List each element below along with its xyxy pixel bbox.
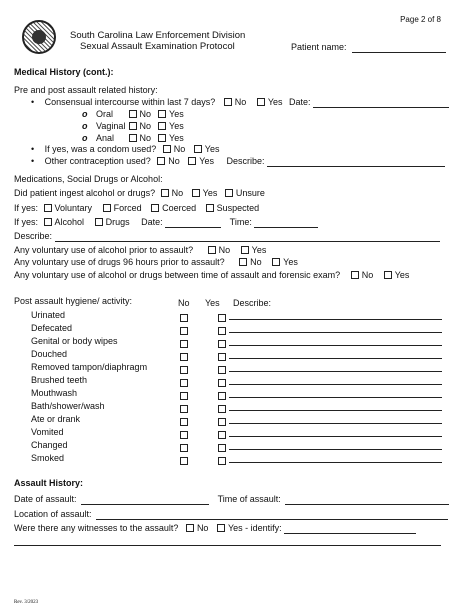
hygiene-describe-line[interactable] bbox=[229, 345, 442, 346]
hygiene-yes-checkbox[interactable] bbox=[218, 431, 226, 439]
no-label: No bbox=[173, 144, 186, 154]
voluntary-label: Voluntary bbox=[54, 203, 93, 213]
coerced-label: Coerced bbox=[162, 203, 197, 213]
consensual-no-checkbox[interactable] bbox=[224, 98, 232, 106]
no-label: No bbox=[218, 245, 231, 255]
consensual-yes-checkbox[interactable] bbox=[257, 98, 265, 106]
hygiene-describe-line[interactable] bbox=[229, 371, 442, 372]
assault-time-label: Time of assault: bbox=[217, 494, 281, 504]
ingest-unsure-checkbox[interactable] bbox=[225, 189, 233, 197]
contraception-yes-checkbox[interactable] bbox=[188, 157, 196, 165]
contraception-label: Other contraception used? bbox=[44, 156, 151, 166]
hygiene-no-checkbox[interactable] bbox=[180, 457, 188, 465]
alcohol-label: Alcohol bbox=[54, 217, 85, 227]
hygiene-yes-checkbox[interactable] bbox=[218, 379, 226, 387]
medical-history-heading: Medical History (cont.): bbox=[14, 67, 114, 77]
vaginal-yes-checkbox[interactable] bbox=[158, 122, 166, 130]
condom-yes-checkbox[interactable] bbox=[194, 145, 202, 153]
hygiene-item-label: Brushed teeth bbox=[31, 375, 88, 385]
no-label: No bbox=[139, 121, 152, 131]
drugs-96-label: Any voluntary use of drugs 96 hours prior to assault? bbox=[14, 257, 225, 267]
ingest-no-checkbox[interactable] bbox=[161, 189, 169, 197]
assault-date-time-row bbox=[14, 494, 449, 505]
hygiene-describe-line[interactable] bbox=[229, 423, 442, 424]
hygiene-item-label: Ate or drank bbox=[31, 414, 81, 424]
patient-name-label: Patient name: bbox=[291, 42, 347, 52]
bullet-icon: • bbox=[31, 144, 35, 154]
condom-label: If yes, was a condom used? bbox=[44, 144, 157, 154]
hygiene-no-checkbox[interactable] bbox=[180, 340, 188, 348]
alcohol-prior-no-checkbox[interactable] bbox=[208, 246, 216, 254]
hygiene-col-describe: Describe: bbox=[233, 298, 272, 308]
if-yes-label: If yes: bbox=[14, 217, 39, 227]
hygiene-item-label: Removed tampon/diaphragm bbox=[31, 362, 148, 372]
hygiene-describe-line[interactable] bbox=[229, 319, 442, 320]
witness-row bbox=[14, 523, 416, 534]
yes-label: Yes bbox=[204, 144, 220, 154]
hygiene-row bbox=[31, 310, 66, 323]
witness-extra-line[interactable] bbox=[14, 545, 441, 546]
yes-label: Yes bbox=[169, 133, 184, 143]
sub-row-oral: o Oral No Yes bbox=[82, 109, 184, 119]
vaginal-no-checkbox[interactable] bbox=[129, 122, 137, 130]
yes-label: Yes bbox=[283, 257, 298, 267]
hygiene-item-label: Defecated bbox=[31, 323, 73, 333]
yes-label: Yes bbox=[199, 156, 214, 166]
between-row bbox=[14, 270, 409, 281]
condom-no-checkbox[interactable] bbox=[163, 145, 171, 153]
sub-label: Oral bbox=[96, 109, 114, 119]
hygiene-describe-line[interactable] bbox=[229, 397, 442, 398]
hygiene-heading: Post assault hygiene/ activity: bbox=[14, 296, 133, 306]
assault-location-label: Location of assault: bbox=[14, 509, 92, 519]
ingest-row bbox=[14, 188, 265, 199]
substance-date-field[interactable] bbox=[165, 218, 221, 228]
patient-name-row bbox=[291, 42, 446, 53]
pre-post-label: Pre and post assault related history: bbox=[14, 85, 158, 95]
hygiene-item-label: Genital or body wipes bbox=[31, 336, 118, 346]
assault-history-heading: Assault History: bbox=[14, 478, 84, 488]
hygiene-row bbox=[31, 336, 118, 349]
revision-footer: Rev. 3/2023 bbox=[14, 600, 39, 605]
hygiene-row bbox=[31, 440, 68, 453]
oral-no-checkbox[interactable] bbox=[129, 110, 137, 118]
hygiene-describe-line[interactable] bbox=[229, 449, 442, 450]
no-label: No bbox=[234, 97, 247, 107]
yes-label: Yes bbox=[267, 97, 283, 107]
no-label: No bbox=[139, 133, 152, 143]
hygiene-no-checkbox[interactable] bbox=[180, 418, 188, 426]
no-label: No bbox=[196, 523, 209, 533]
hygiene-describe-line[interactable] bbox=[229, 384, 442, 385]
oral-yes-checkbox[interactable] bbox=[158, 110, 166, 118]
hygiene-col-no: No bbox=[178, 298, 190, 308]
bullet-icon: • bbox=[31, 156, 35, 166]
condom-row bbox=[31, 144, 219, 155]
hygiene-yes-checkbox[interactable] bbox=[218, 327, 226, 335]
hygiene-yes-checkbox[interactable] bbox=[218, 366, 226, 374]
assault-date-label: Date of assault: bbox=[14, 494, 77, 504]
hygiene-no-checkbox[interactable] bbox=[180, 392, 188, 400]
hygiene-col-yes: Yes bbox=[205, 298, 220, 308]
drugs-label: Drugs bbox=[105, 217, 130, 227]
drugs-checkbox[interactable] bbox=[95, 218, 103, 226]
anal-no-checkbox[interactable] bbox=[129, 134, 137, 142]
consensual-date-field[interactable] bbox=[313, 98, 449, 108]
hygiene-item-label: Mouthwash bbox=[31, 388, 78, 398]
drugs-96-no-checkbox[interactable] bbox=[239, 258, 247, 266]
hygiene-no-checkbox[interactable] bbox=[180, 327, 188, 335]
yes-identify-label: Yes - identify: bbox=[227, 523, 282, 533]
hygiene-row bbox=[31, 349, 68, 362]
hygiene-row bbox=[31, 375, 88, 388]
suspected-label: Suspected bbox=[216, 203, 260, 213]
hygiene-yes-checkbox[interactable] bbox=[218, 314, 226, 322]
hygiene-describe-line[interactable] bbox=[229, 436, 442, 437]
hygiene-item-label: Douched bbox=[31, 349, 68, 359]
drugs-96-row bbox=[14, 257, 298, 268]
no-label: No bbox=[168, 156, 180, 166]
consensual-date-label: Date: bbox=[289, 97, 311, 107]
no-label: No bbox=[361, 270, 374, 280]
medications-describe-field[interactable] bbox=[55, 232, 440, 242]
form-title: Sexual Assault Examination Protocol bbox=[80, 41, 235, 52]
hygiene-no-checkbox[interactable] bbox=[180, 379, 188, 387]
hygiene-describe-line[interactable] bbox=[229, 332, 442, 333]
suspected-checkbox[interactable] bbox=[206, 204, 214, 212]
alcohol-prior-yes-checkbox[interactable] bbox=[241, 246, 249, 254]
between-yes-checkbox[interactable] bbox=[384, 271, 392, 279]
assault-time-field[interactable] bbox=[285, 495, 449, 505]
if-yes-manner-row bbox=[14, 203, 259, 214]
ingest-label: Did patient ingest alcohol or drugs? bbox=[14, 188, 156, 198]
between-no-checkbox[interactable] bbox=[351, 271, 359, 279]
alcohol-checkbox[interactable] bbox=[44, 218, 52, 226]
hygiene-row bbox=[31, 414, 81, 427]
no-label: No bbox=[139, 109, 152, 119]
hygiene-no-checkbox[interactable] bbox=[180, 431, 188, 439]
describe-label: Describe: bbox=[14, 231, 53, 241]
hygiene-no-checkbox[interactable] bbox=[180, 366, 188, 374]
coerced-checkbox[interactable] bbox=[151, 204, 159, 212]
hygiene-row bbox=[31, 362, 148, 375]
voluntary-checkbox[interactable] bbox=[44, 204, 52, 212]
contraception-describe-field[interactable] bbox=[267, 157, 445, 167]
hygiene-yes-checkbox[interactable] bbox=[218, 353, 226, 361]
assault-location-field[interactable] bbox=[96, 510, 448, 520]
witness-label: Were there any witnesses to the assault? bbox=[14, 523, 179, 533]
hygiene-no-checkbox[interactable] bbox=[180, 444, 188, 452]
hygiene-describe-line[interactable] bbox=[229, 462, 442, 463]
sub-row-anal: o Anal No Yes bbox=[82, 133, 184, 143]
anal-yes-checkbox[interactable] bbox=[158, 134, 166, 142]
describe-row bbox=[14, 231, 440, 242]
contraception-describe-label: Describe: bbox=[226, 156, 265, 166]
hygiene-no-checkbox[interactable] bbox=[180, 314, 188, 322]
contraception-no-checkbox[interactable] bbox=[157, 157, 165, 165]
substance-time-label: Time: bbox=[229, 217, 252, 227]
hygiene-no-checkbox[interactable] bbox=[180, 405, 188, 413]
assault-location-row bbox=[14, 509, 448, 520]
substance-time-field[interactable] bbox=[254, 218, 318, 228]
no-label: No bbox=[250, 257, 262, 267]
hygiene-yes-checkbox[interactable] bbox=[218, 444, 226, 452]
hygiene-yes-checkbox[interactable] bbox=[218, 405, 226, 413]
sled-seal-icon bbox=[22, 20, 56, 54]
if-yes-substance-row bbox=[14, 217, 318, 228]
hygiene-no-checkbox[interactable] bbox=[180, 353, 188, 361]
medications-heading: Medications, Social Drugs or Alcohol: bbox=[14, 174, 163, 184]
yes-label: Yes bbox=[202, 188, 218, 198]
alcohol-prior-label: Any voluntary use of alcohol prior to assault? bbox=[14, 245, 194, 255]
yes-label: Yes bbox=[169, 121, 184, 131]
sub-label: Vaginal bbox=[96, 121, 126, 131]
hygiene-row bbox=[31, 401, 105, 414]
hygiene-yes-checkbox[interactable] bbox=[218, 457, 226, 465]
forced-label: Forced bbox=[113, 203, 142, 213]
forced-checkbox[interactable] bbox=[103, 204, 111, 212]
contraception-row bbox=[31, 156, 445, 167]
hygiene-item-label: Changed bbox=[31, 440, 68, 450]
hygiene-row bbox=[31, 427, 64, 440]
hygiene-describe-line[interactable] bbox=[229, 358, 442, 359]
hygiene-row bbox=[31, 388, 78, 401]
hygiene-row bbox=[31, 323, 73, 336]
hygiene-item-label: Vomited bbox=[31, 427, 64, 437]
assault-date-field[interactable] bbox=[81, 495, 209, 505]
patient-name-field[interactable] bbox=[352, 43, 446, 53]
hygiene-item-label: Bath/shower/wash bbox=[31, 401, 105, 411]
hygiene-item-label: Smoked bbox=[31, 453, 65, 463]
org-name: South Carolina Law Enforcement Division bbox=[70, 30, 246, 41]
alcohol-prior-row bbox=[14, 245, 266, 256]
witness-identify-field[interactable] bbox=[284, 524, 416, 534]
yes-label: Yes bbox=[169, 109, 184, 119]
yes-label: Yes bbox=[394, 270, 410, 280]
ingest-yes-checkbox[interactable] bbox=[192, 189, 200, 197]
witness-no-checkbox[interactable] bbox=[186, 524, 194, 532]
sub-label: Anal bbox=[96, 133, 115, 143]
hygiene-describe-line[interactable] bbox=[229, 410, 442, 411]
consensual-row bbox=[31, 97, 449, 108]
substance-date-label: Date: bbox=[141, 217, 163, 227]
if-yes-label: If yes: bbox=[14, 203, 39, 213]
yes-label: Yes bbox=[251, 245, 267, 255]
hygiene-row bbox=[31, 453, 65, 466]
bullet-icon: • bbox=[31, 97, 35, 107]
hygiene-yes-checkbox[interactable] bbox=[218, 418, 226, 426]
no-label: No bbox=[171, 188, 184, 198]
between-label: Any voluntary use of alcohol or drugs between time of assault and forensic exam? bbox=[14, 270, 341, 280]
page-number: Page 2 of 8 bbox=[400, 15, 441, 24]
consensual-label: Consensual intercourse within last 7 days? bbox=[44, 97, 216, 107]
hygiene-yes-checkbox[interactable] bbox=[218, 392, 226, 400]
witness-yes-checkbox[interactable] bbox=[217, 524, 225, 532]
sub-row-vaginal: o Vaginal No Yes bbox=[82, 121, 184, 131]
hygiene-yes-checkbox[interactable] bbox=[218, 340, 226, 348]
hygiene-item-label: Urinated bbox=[31, 310, 66, 320]
unsure-label: Unsure bbox=[235, 188, 265, 198]
drugs-96-yes-checkbox[interactable] bbox=[272, 258, 280, 266]
